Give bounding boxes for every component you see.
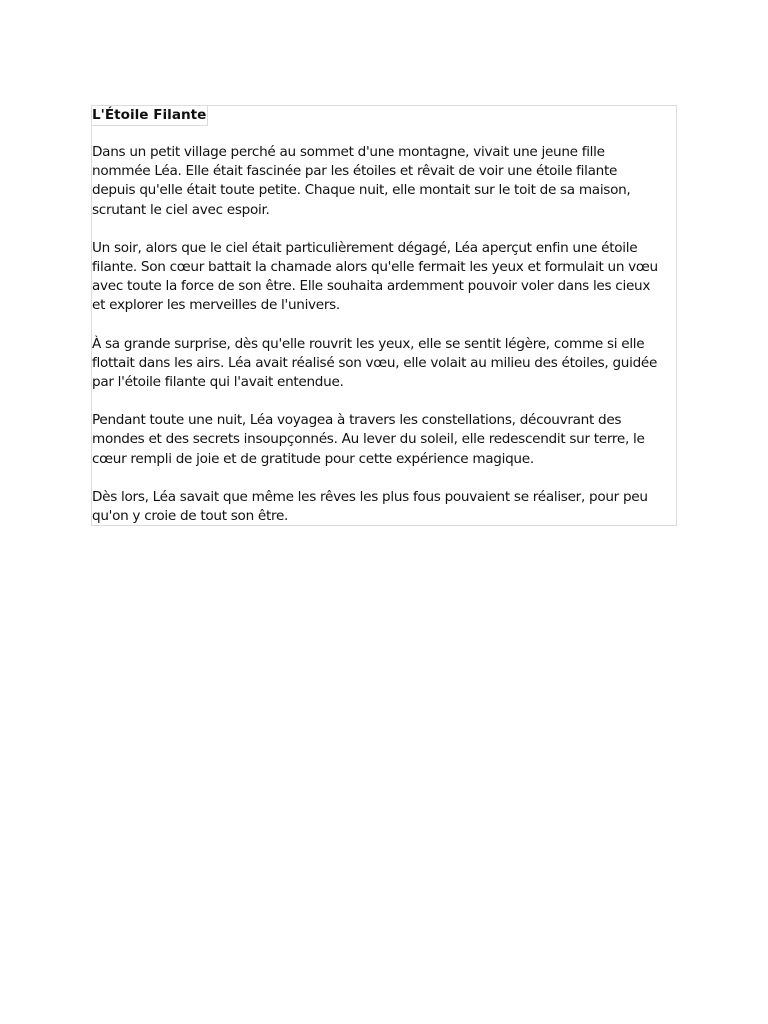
paragraph-line: par l'étoile filante qui l'avait entendue. <box>92 374 344 391</box>
paragraph-line: cœur rempli de joie et de gratitude pour cette expérience magique. <box>92 450 534 467</box>
paragraph-3 <box>92 335 678 393</box>
document-body <box>92 143 678 545</box>
paragraph-5 <box>92 488 678 526</box>
paragraph-line: scrutant le ciel avec espoir. <box>92 201 270 218</box>
document-title: L'Étoile Filante <box>91 105 208 126</box>
paragraph-4 <box>92 411 678 469</box>
paragraph-line: flottait dans les airs. Léa avait réalisé son vœu, elle volait au milieu des étoiles, guidée <box>92 354 658 371</box>
paragraph-line: depuis qu'elle était toute petite. Chaque nuit, elle montait sur le toit de sa maison, <box>92 182 631 199</box>
paragraph-line: et explorer les merveilles de l'univers. <box>92 297 340 314</box>
paragraph-line: qu'on y croie de tout son être. <box>92 508 289 525</box>
paragraph-line: mondes et des secrets insoupçonnés. Au lever du soleil, elle redescendit sur terre, le <box>92 431 645 448</box>
paragraph-line: filante. Son cœur battait la chamade alors qu'elle fermait les yeux et formulait un vœu <box>92 259 658 276</box>
paragraph-line: Dès lors, Léa savait que même les rêves les plus fous pouvaient se réaliser, pour peu <box>92 488 648 505</box>
paragraph-line: À sa grande surprise, dès qu'elle rouvrit les yeux, elle se sentit légère, comme si elle <box>92 335 645 352</box>
paragraph-line: Un soir, alors que le ciel était particulièrement dégagé, Léa aperçut enfin une étoile <box>92 239 638 256</box>
paragraph-line: avec toute la force de son être. Elle souhaita ardemment pouvoir voler dans les cieux <box>92 278 651 295</box>
paragraph-2 <box>92 239 678 316</box>
paragraph-line: Pendant toute une nuit, Léa voyagea à travers les constellations, découvrant des <box>92 412 622 429</box>
paragraph-1 <box>92 143 678 220</box>
paragraph-line: nommée Léa. Elle était fascinée par les étoiles et rêvait de voir une étoile filante <box>92 163 618 180</box>
paragraph-line: Dans un petit village perché au sommet d'une montagne, vivait une jeune fille <box>92 144 605 160</box>
